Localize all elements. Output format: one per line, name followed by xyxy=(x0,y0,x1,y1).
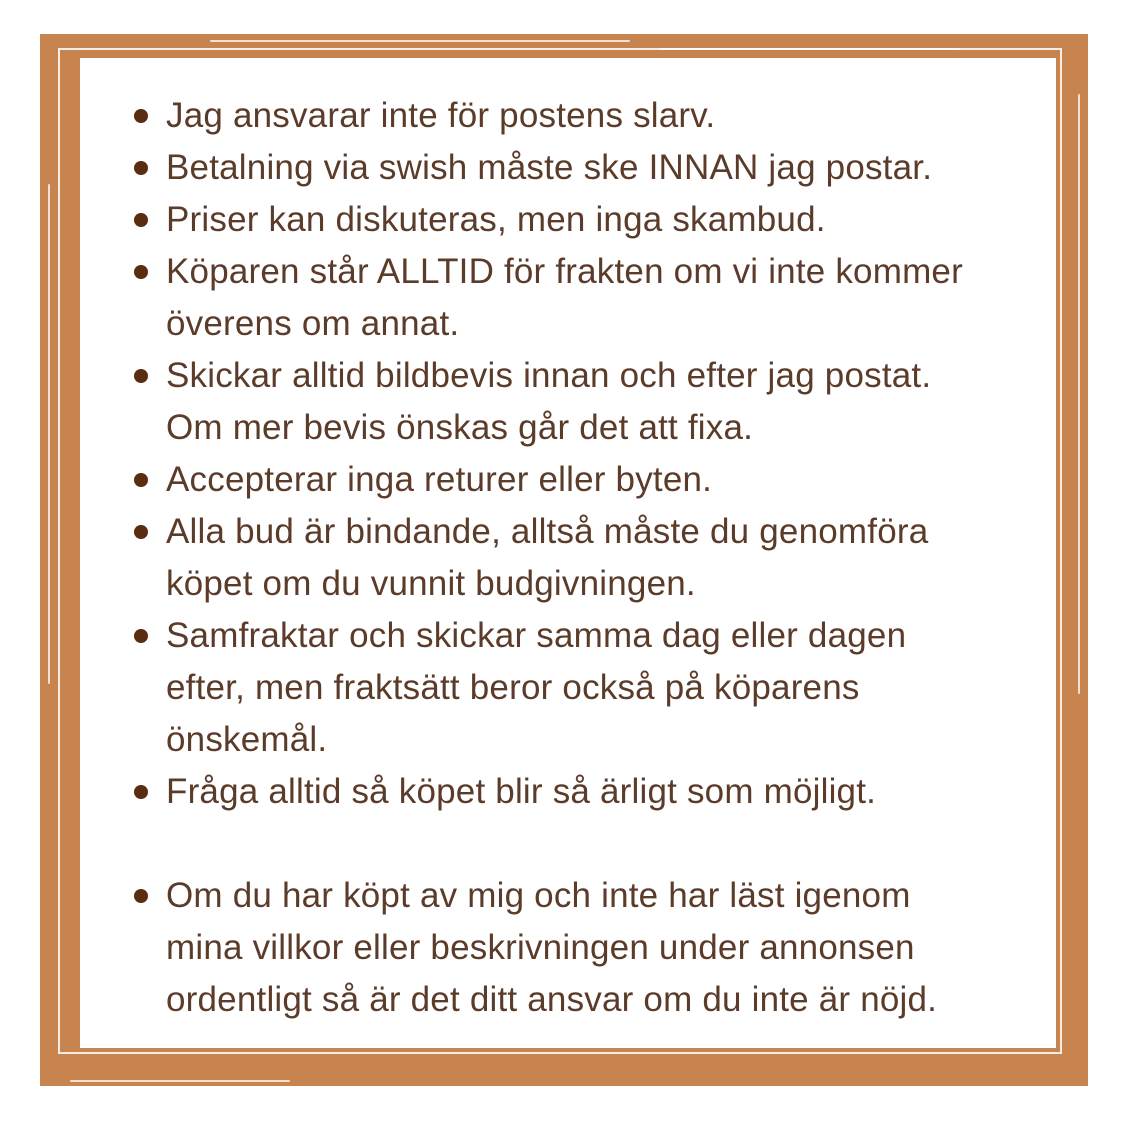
bullet-icon xyxy=(134,213,148,227)
term-text: önskemål. xyxy=(166,720,328,759)
term-text: Jag ansvarar inte för postens slarv. xyxy=(166,96,716,135)
term-text: Betalning via swish måste ske INNAN jag postar. xyxy=(166,148,933,187)
term-text: Om mer bevis önskas går det att fixa. xyxy=(166,408,754,447)
brush-streak xyxy=(1078,94,1080,694)
term-text: efter, men fraktsätt beror också på köparens xyxy=(166,668,860,707)
term-text: Alla bud är bindande, alltså måste du genomföra xyxy=(166,512,929,551)
bullet-icon xyxy=(134,889,148,903)
bullet-icon xyxy=(134,525,148,539)
bullet-icon xyxy=(134,265,148,279)
term-text: ordentligt så är det ditt ansvar om du inte är nöjd. xyxy=(166,980,938,1019)
bullet-icon xyxy=(134,109,148,123)
terms-panel xyxy=(80,58,1056,1048)
term-text: överens om annat. xyxy=(166,304,460,343)
term-text: Samfraktar och skickar samma dag eller dagen xyxy=(166,616,907,655)
term-text: Accepterar inga returer eller byten. xyxy=(166,460,713,499)
term-text: mina villkor eller beskrivningen under annonsen xyxy=(166,928,915,967)
brush-streak xyxy=(70,1080,290,1082)
term-text: Om du har köpt av mig och inte har läst igenom xyxy=(166,876,911,915)
bullet-icon xyxy=(134,161,148,175)
term-text: Priser kan diskuteras, men inga skambud. xyxy=(166,200,826,239)
term-text: Fråga alltid så köpet blir så ärligt som möjligt. xyxy=(166,772,877,811)
brush-streak xyxy=(48,184,50,684)
term-text: köpet om du vunnit budgivningen. xyxy=(166,564,696,603)
brush-streak xyxy=(210,40,630,42)
bullet-icon xyxy=(134,629,148,643)
bullet-icon xyxy=(134,369,148,383)
bullet-icon xyxy=(134,473,148,487)
term-text: Köparen står ALLTID för frakten om vi inte kommer xyxy=(166,252,963,291)
bullet-icon xyxy=(134,785,148,799)
term-text: Skickar alltid bildbevis innan och efter jag postat. xyxy=(166,356,932,395)
